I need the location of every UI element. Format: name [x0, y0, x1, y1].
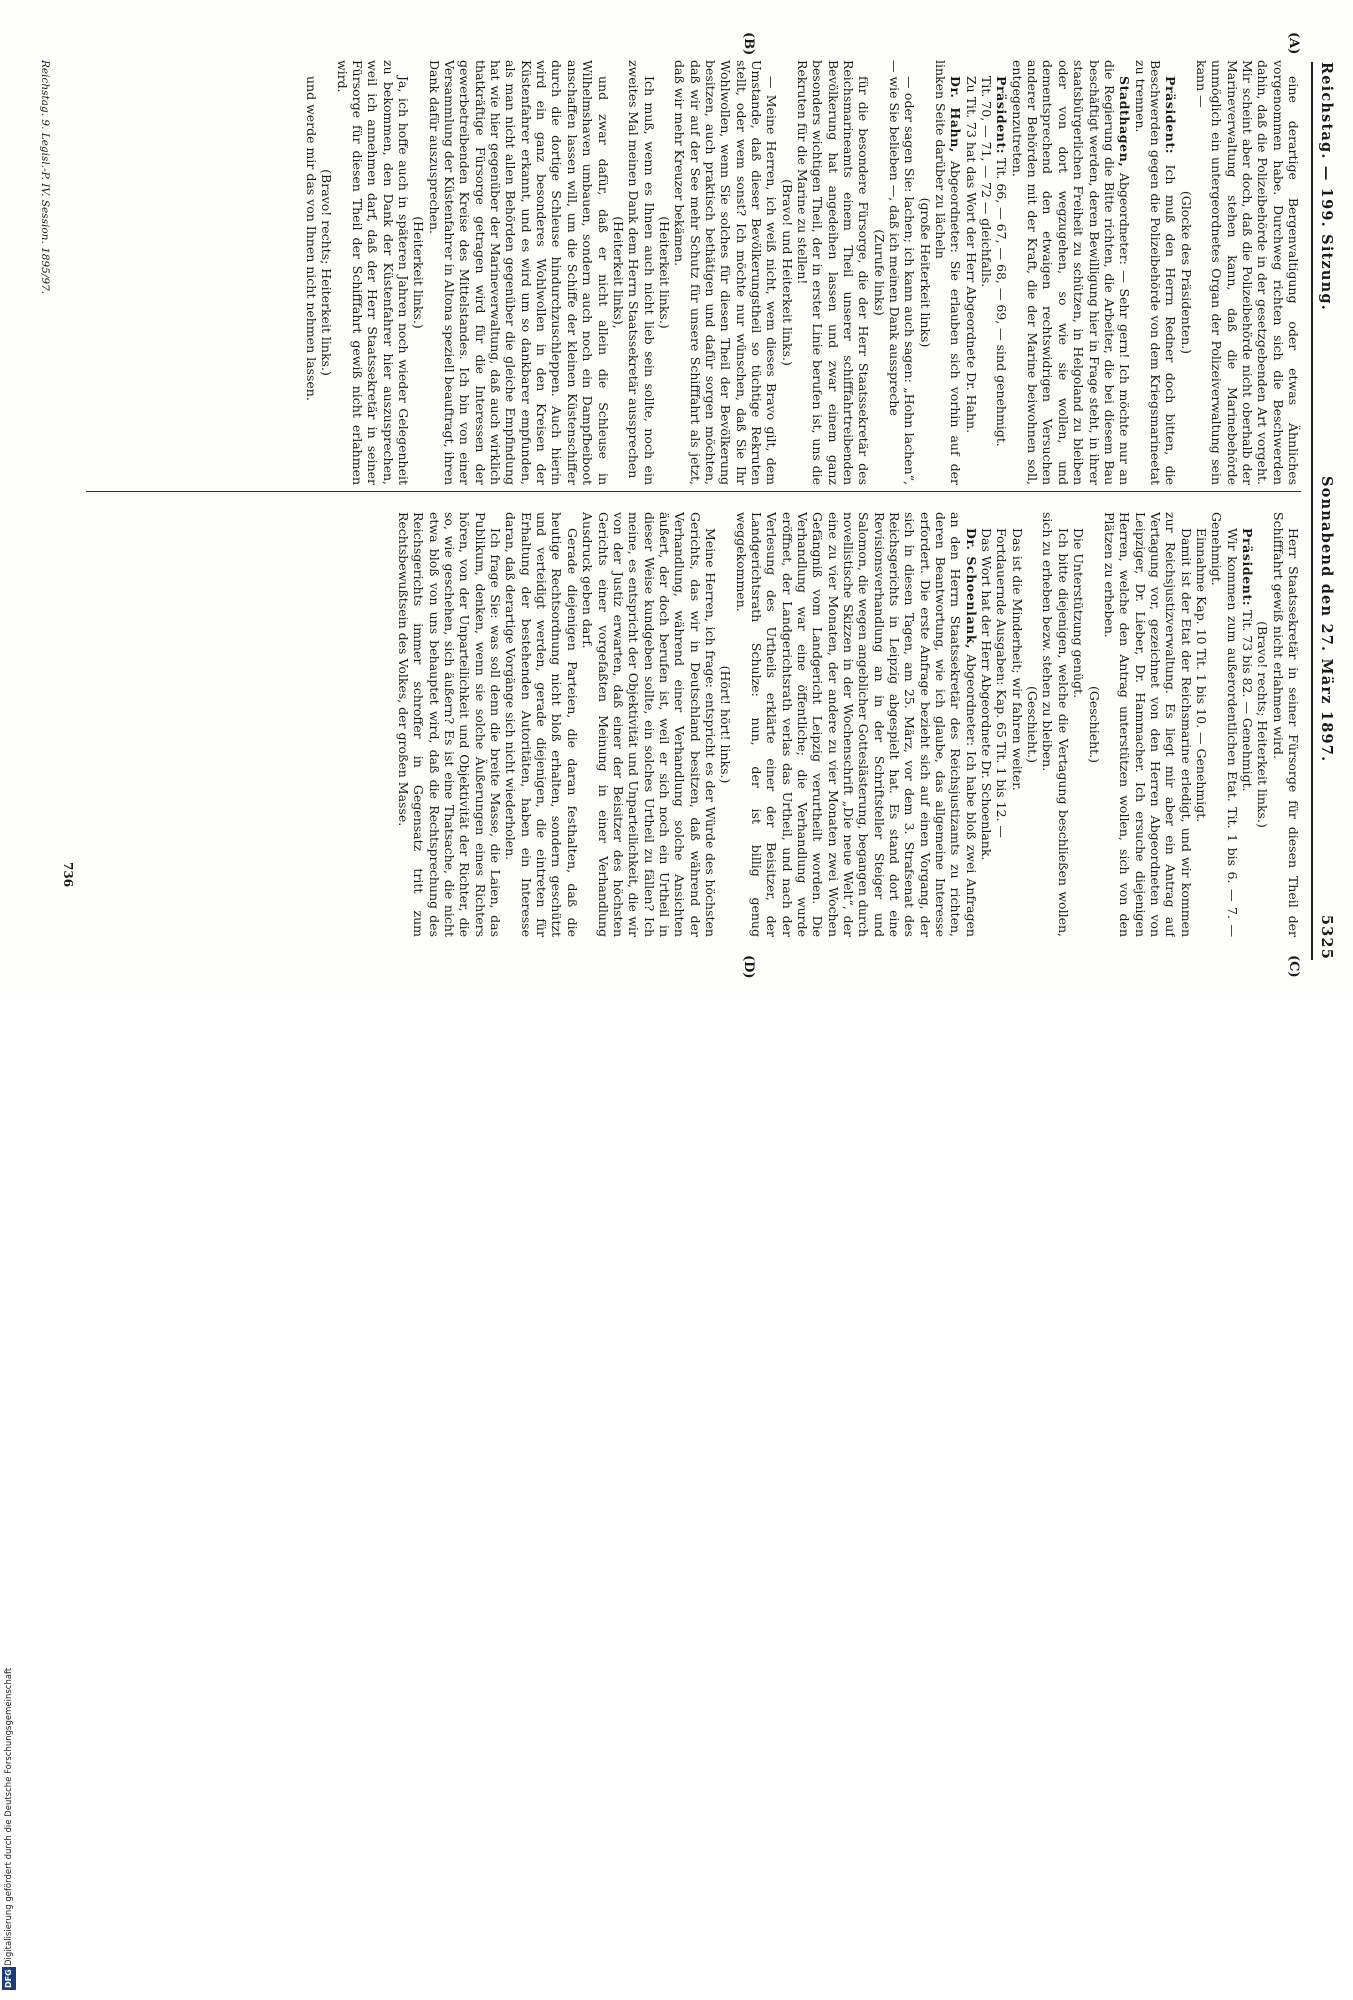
paragraph [396, 512, 503, 937]
speaker-name: Präsident: [994, 76, 1010, 155]
margin-marker-a: (A) [1286, 32, 1301, 55]
header-date: Sonnabend den 27. März 1897. [1318, 476, 1335, 763]
paragraph-text: (Bravo! rechts; Heiterkeit links.) [1255, 621, 1271, 828]
paragraph-text: Abgeordneter: — Sehr gern! Ich möchte nur an die Regierung die Bitte richten, die Arbeiter, die bei diesem Bau beschäftigt werden, deren Bewilligung hier in Frage steht, in ihrer staatsbürgerlichen Freiheit zu schützen, in Helgoland zu bleiben oder von dort wegzugehen, so wie sie wollen, und dementsprechend den etwaigen rechtswidrigen Versuchen anderer Behörden mit der Kraft, die der Marine beiwohnen soll, entgegenzutreten. [1009, 60, 1133, 485]
stage-direction [917, 60, 932, 485]
paragraph-text: (große Heiterkeit links) [917, 197, 933, 348]
stage-direction [411, 60, 426, 485]
stage-direction [319, 60, 334, 485]
paragraph-text: Ich bitte diejenigen, welche die Vertagung beschließen wollen, sich zu erheben bezw. stehen zu bleiben. [1040, 512, 1071, 937]
running-header-left: Reichstag. — 199. Sitzung. [1318, 62, 1335, 311]
paragraph-text: Herr Staatssekretär in seiner Fürsorge für diesen Theil der Schifffahrt gewiß nicht erlahmen wird. [1270, 512, 1301, 937]
paragraph [1071, 512, 1086, 937]
paragraph [1240, 512, 1255, 937]
paragraph-text: (Heiterkeit links.) [656, 216, 672, 329]
running-header-right [1317, 476, 1335, 960]
paragraph-text: Tit. 70, — 71, — 72 — gleichfalls. [979, 76, 995, 288]
paragraph-text: (Geschieht.) [1086, 685, 1102, 764]
footer-note: Reichstag. 9. Legisl.-P. IV. Session. 1895/97. [39, 60, 51, 295]
stage-direction [657, 60, 672, 485]
margin-marker-d: (D) [741, 955, 756, 979]
stage-direction [1178, 60, 1193, 485]
paragraph [933, 60, 964, 485]
paragraph-text: Ja, ich hoffe auch in späteren Jahren noch wieder Gelegenheit zu bekommen, den Dank der Küstenfahrer hier auszusprechen, weil ich annehmen darf, daß der Herr Staatssekretär in seiner Fürsorge für diesen Theil der Schifffahrt gewiß nicht erlahmen wird. [334, 60, 412, 485]
paragraph [672, 60, 779, 485]
paragraph [334, 60, 411, 485]
paragraph-text: eine derartige Bergenvaltigung oder etwas Ähnliches vorgenommen habe. Durchweg richten sich die Beschwerden dahin, daß die Polizeibehörde in der gesetzgebenden Art vorgeht. Mir scheint aber doch, daß die Polizeibehörde nicht oberhalb der Marineverwaltung stehen kann, daß die Marinebehörde unmöglich ein untergeordnetes Organ der Polizeiverwaltung sein kann — [1193, 60, 1301, 485]
paragraph-text: (Bravo! und Heiterkeit links.) [779, 179, 795, 366]
paragraph [626, 60, 657, 485]
paragraph-text: (Heiterkeit links.) [411, 216, 427, 329]
paragraph [426, 60, 610, 485]
paragraph [304, 60, 319, 485]
paragraph-text: (Zurufe links) [871, 229, 887, 316]
paragraph-text: (Bravo! rechts; Heiterkeit links.) [319, 169, 335, 376]
paragraph [503, 512, 580, 937]
stage-direction [611, 60, 626, 485]
stage-direction [1086, 512, 1101, 937]
paragraph-text: (Geschieht.) [1025, 685, 1041, 764]
paragraph-text: Gerade diejenigen Parteien, die daran festhalten, daß die heutige Rechtsordnung nicht bloß erhalten, sondern geschützt und verteidigt werden, gerade diejenigen, die eintreten für Erhaltung der bestehenden Autoritäten, haben ein Interesse daran, daß derartige Vorgänge sich nicht wiederholen. [503, 512, 580, 937]
speaker-name: Dr. Hahn, [948, 76, 964, 153]
paragraph [1270, 512, 1301, 937]
paragraph-text: und zwar dafür, daß er nicht allein die Schleuse in Wilhelmshaven umbauen, sondern auch noch ein Dampfbeiboot anschaffen lassen will, um die Schiffe der kleinen Küstenschiffer durch die dortige Schleuse hindurchzuschleppen. Auch hierin wird ein ganz besonderes Wohlwollen in den Kreisen der Küstenfahrer erkannt, und es wird um so dankbarer empfunden, als man nicht allen Behörden gegenüber die gleiche Empfindung hat wie hier gegenüber der Marineverwaltung, daß auch wirklich thatkräftige Fürsorge getragen wird für die Interessen der gewerbetreibenden Kreise des Mittelstandes. Ich bin von einer Versammlung der Küstenfahrer in Altona speziell beauftragt, ihren Dank dafür auszusprechen. [426, 60, 611, 485]
paragraph-text: Fortdauernde Ausgaben: Kap. 65 Tit. 1 bis 12. — [994, 528, 1010, 838]
margin-marker-b: (B) [741, 32, 756, 56]
paragraph-text: Abgeordneter: Ich habe bloß zwei Anfragen an den Herrn Staatssekretär des Reichsjustizamts zu richten, deren Beantwortung, wie ich glaube, das allgemeine Interesse erfordert. Die erste Anfrage bezieht sich auf einen Vorgang, der sich in diesen Tagen, am 25. März, vor dem 3. Strafsenat des Reichsgerichts in Leipzig abgespielt hat. Es stand dort eine Revisionsverhandlung an in der Schriftsteller Steiger und Salomon, die wegen angeblicher Gotteslästerung, begangen durch novellistische Skizzen in der Wochenschrift „Die neue Welt“, der eine zu vier Monaten, der andere zu vier Monaten zwei Wochen Gefängniß vom Landgericht Leipzig verurtheilt worden. Die Verhandlung war eine öffentliche; die Verhandlung wurde eröffnet, der Landgerichtsrath verlas das Urtheil, und nach der Verlesung des Urtheils erklärte einer der Beisitzer, der Landgerichtsrath Schulze: nun, der ist billig genug weggekommen. [733, 512, 979, 937]
paragraph [994, 60, 1009, 485]
paragraph-text: Das Wort hat der Herr Abgeordnete Dr. Schoenlank. [979, 528, 995, 861]
paragraph [795, 60, 872, 485]
paragraph [1009, 60, 1132, 485]
sheet-number: 736 [61, 862, 75, 888]
paragraph-text: — oder sagen Sie: lachen; ich kann auch sagen: „Hohn lachen“, — wie Sie belieben —, daß ich meinen Dank ausspreche [887, 60, 918, 485]
paragraph-text: und werde mir das von Ihnen nicht nehmen lassen. [304, 76, 319, 401]
paragraph [1040, 512, 1071, 937]
stage-direction [871, 60, 886, 485]
paragraph [963, 60, 978, 485]
speaker-name: Präsident: [1239, 528, 1255, 607]
paragraph [1132, 60, 1178, 485]
paragraph-text: Tit. 66, — 67, — 68, — 69, — sind genehmigt. [994, 158, 1010, 447]
speaker-name: Stadthagen, [1117, 76, 1133, 168]
paragraph [1194, 512, 1209, 937]
credit-label: Digitalisierung gefördert durch die Deutsche Forschungsgemeinschaft [4, 1667, 14, 1966]
left-text-column [71, 60, 1301, 485]
paragraph [994, 512, 1009, 937]
paragraph [1102, 512, 1194, 937]
stage-direction [779, 60, 794, 485]
paragraph-text: (Heiterkeit links), [610, 216, 626, 329]
paragraph [580, 512, 718, 937]
paragraph-text: Die Unterstützung genügt. [1071, 528, 1087, 699]
paragraph-text: Abgeordneter: Sie erlauben sich vorhin auf der linken Seite darüber zu lächeln [933, 60, 964, 485]
paragraph-text: Ich frage Sie: was soll denn die breite Masse, die Laien, das Publikum, denken, wenn sie solche Äußerungen eines Richters hören, von der Unparteilichkeit und Objektivität der Richter, die so, wie geschehen, sich äußern? Es ist eine Thatsache, die nicht etwa bloß von uns behauptet wird, daß die Rechtsprechung des Reichsgerichts immer schroffer in Gegensatz tritt zum Rechtsbewußtsein des Volkes, der großen Masse. [396, 512, 504, 937]
paragraph-text: (Hört! hört! links.) [718, 665, 734, 784]
margin-marker-c: (C) [1286, 955, 1301, 978]
paragraph-text: Meine Herren, ich frage: entspricht es der Würde des höchsten Gerichts, das wir in Deutschland besitzen, daß während der Verhandlung, während einer Verhandlung solche Ansichten äußert, der doch berufen ist, weil er sich noch ein Urtheil in dieser Weise kundgeben sollte, ein solches Urtheil zu fällen? Ich meine, es entspricht der Objektivität und Unparteilichkeit, die wir von der Justiz erwarten, daß einer der Beisitzer des höchsten Gerichts einer vorgefaßten Meinung in einer Verhandlung Ausdruck geben darf. [580, 512, 718, 937]
stage-direction [1025, 512, 1040, 937]
paragraph-text: für die besondere Fürsorge, die der Herr Staatssekretär des Reichsmarineamts einem Theil unserer schifffahrtreibenden Bevölkerung hat angedeihen lassen und zwar einem ganz besonders wichtigen Theil, der in erster Linie berufen ist, uns die Rekruten für die Marine zu stellen! [795, 60, 872, 485]
speaker-name: Präsident: [1163, 76, 1179, 155]
paragraph [887, 60, 918, 485]
stage-direction [718, 512, 733, 937]
digitization-credit [2, 1000, 16, 2000]
paragraph-text: Einnahme Kap. 10 Tit. 1 bis 10. — Genehmigt. [1193, 528, 1209, 823]
paragraph [979, 60, 994, 485]
digitization-credit-text [2, 966, 16, 1990]
paragraph [1209, 512, 1240, 937]
paragraph-text: Das ist die Minderheit; wir fahren weiter. [1009, 528, 1025, 791]
right-text-column [71, 512, 1301, 937]
paragraph [979, 512, 994, 937]
header-page-number: 5325 [1318, 914, 1335, 960]
paragraph [733, 512, 979, 937]
paragraph [1194, 60, 1301, 485]
paragraph-text: Ich muß den Herrn Redner doch bitten, die Beschwerden gegen die Polizeibehörde von dem Kriegsmarineetat zu trennen. [1132, 60, 1179, 485]
header-rule [1311, 62, 1313, 960]
paragraph-text: Wir kommen zum außerordentlichen Etat. Tit. 1 bis 6. — 7. — Genehmigt. [1209, 512, 1240, 937]
paragraph-text: Damit ist der Etat der Reichsmarine erledigt, und wir kommen zur Reichsjustizverwaltung. Es liegt mir aber ein Antrag auf Vertagung vor, gezeichnet von den Herren Abgeordneten von Leipziger, Dr. Lieber, Dr. Hammacher. Ich ersuche diejenigen Herren, welche den Antrag unterstützen wollen, sich von den Plätzen zu erheben. [1101, 512, 1194, 937]
paragraph-text: Zu Tit. 73 hat das Wort der Herr Abgeordnete Dr. Hahn. [963, 76, 979, 434]
stage-direction [1255, 512, 1270, 937]
paragraph-text: Tit. 73 bis 82. — Genehmigt. [1239, 610, 1255, 792]
paragraph [1009, 512, 1024, 937]
column-divider [86, 491, 1301, 492]
dfg-logo: DFG [2, 1967, 16, 1990]
paragraph-text: (Glocke des Präsidenten.) [1178, 190, 1194, 355]
paragraph-text: — Meine Herren, ich weiß nicht, wem dieses Bravo gilt, dem Umstande, daß dieser Bevölkerungstheil so tüchtige Rekruten stellt, oder wem sonst? Ich möchte nur wünschen, daß Sie Ihr Wohlwollen, wenn Sie solches für diesen Theil der Bevölkerung besitzen, auch praktisch bethätigen und dafür sorgen möchten, daß wir auf der See mehr Schutz für unsere Schifffahrt als jetzt, daß wir mehr Kreuzer bekämen. [672, 60, 780, 485]
paragraph-text: Ich muß, wenn es Ihnen auch nicht lieb sein sollte, noch ein zweites Mal meinen Dank dem Herrn Staatssekretär aussprechen [626, 60, 657, 485]
speaker-name: Dr. Schoenlank, [963, 528, 979, 650]
